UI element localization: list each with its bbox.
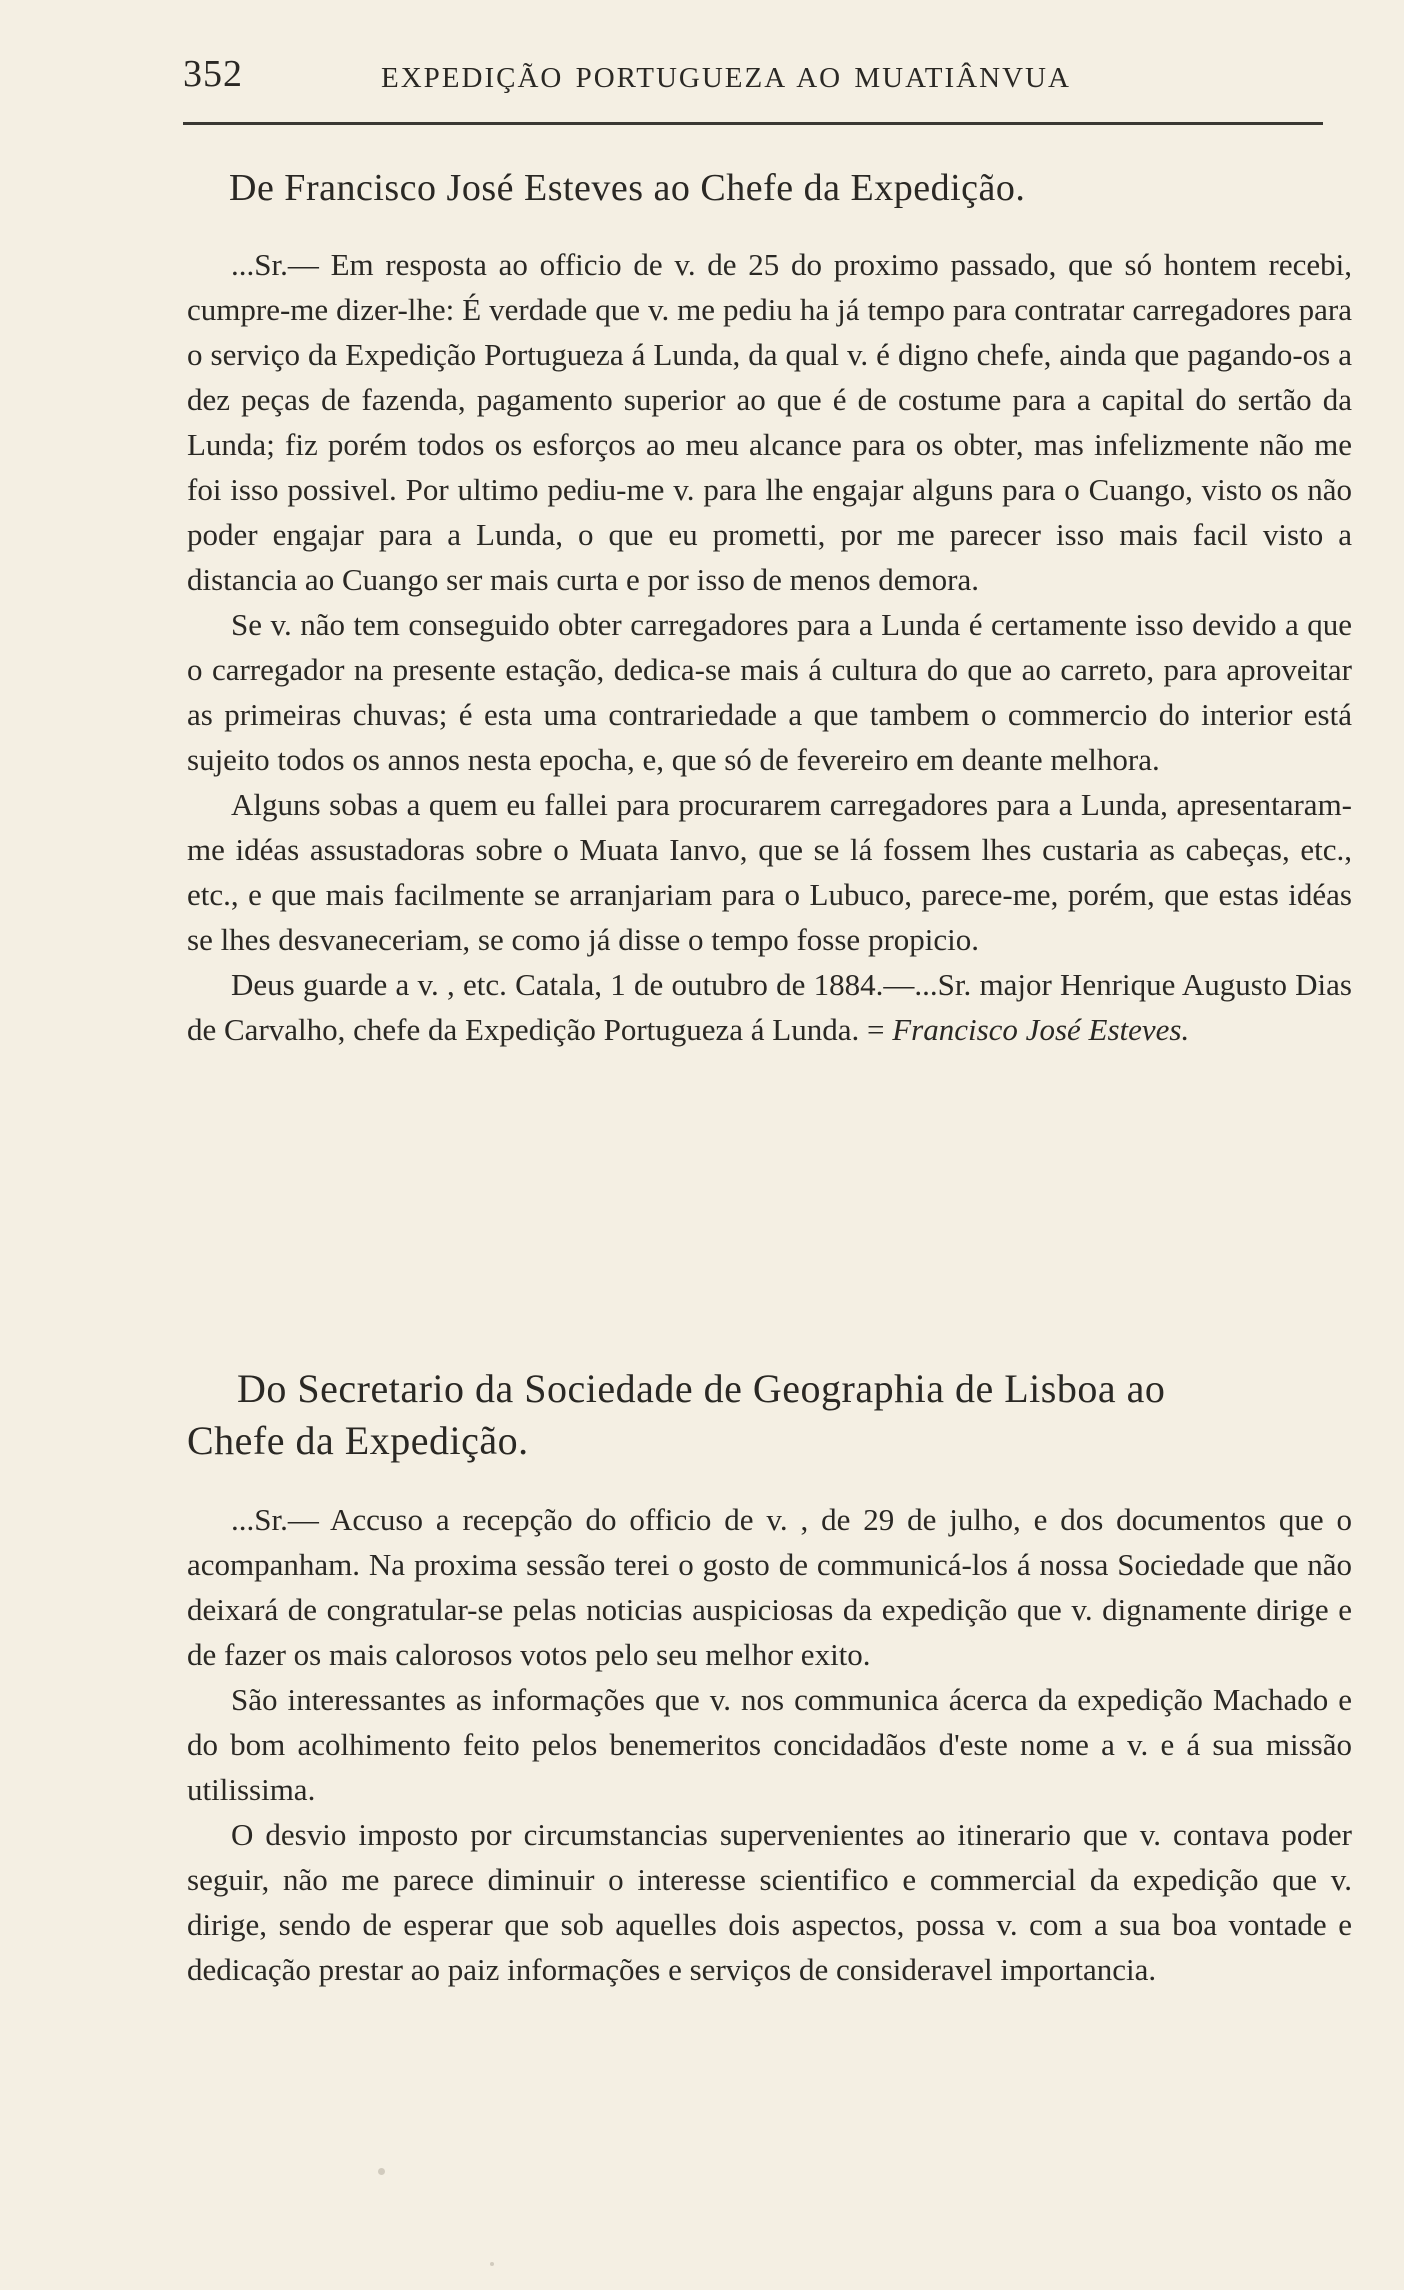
running-title: EXPEDIÇÃO PORTUGUEZA AO MUATIÂNVUA: [381, 62, 1071, 94]
letter-esteves: [187, 162, 1352, 1052]
letter-title-line-2: Chefe da Expedição.: [187, 1418, 529, 1463]
paper-speck: [490, 2262, 494, 2266]
paragraph: Se v. não tem conseguido obter carregadores para a Lunda é certamente isso devido a que o carregador na presente estação, dedica-se mais á cultura do que ao carreto, para aproveitar as primeiras chuvas; é esta uma contrariedade a que tambem o commercio do interior está sujeito todos os annos nesta epocha, e, que só de fevereiro em deante melhora.: [187, 607, 1352, 777]
paragraph: O desvio imposto por circumstancias supervenientes ao itinerario que v. contava poder seguir, não me parece diminuir o interesse scientifico e commercial da expedição que v. dirige, sendo de esperar que sob aquelles dois aspectos, possa v. com a sua boa vontade e dedicação prestar ao paiz informações e serviços de consideravel importancia.: [187, 1817, 1352, 1987]
running-head: [183, 52, 1323, 112]
letter-secretario: [187, 1363, 1352, 1992]
paragraph: São interessantes as informações que v. nos communica ácerca da expedição Machado e do bom acolhimento feito pelos benemeritos concidadãos d'este nome a v. e á sua missão utilissima.: [187, 1682, 1352, 1807]
page-number: 352: [183, 53, 243, 95]
paragraph: ...Sr.— Accuso a recepção do officio de v. , de 29 de julho, e dos documentos que o acompanham. Na proxima sessão terei o gosto de communicá-los á nossa Sociedade que não deixará de congratular-se pelas noticias auspiciosas da expedição que v. dignamente dirige e de fazer os mais calorosos votos pelo seu melhor exito.: [187, 1502, 1352, 1672]
header-rule: [183, 122, 1323, 125]
letter-title: De Francisco José Esteves ao Chefe da Expedição.: [229, 167, 1026, 209]
letter-title-line-1: Do Secretario da Sociedade de Geographia de Lisboa ao: [237, 1366, 1166, 1411]
paragraph: Alguns sobas a quem eu fallei para procurarem carregadores para a Lunda, apresentaram-me idéas assustadoras sobre o Muata Ianvo, que se lá fossem lhes custaria as cabeças, etc., etc., e que mais facilmente se arranjariam para o Lubuco, parece-me, porém, que estas idéas se lhes desvaneceriam, se como já disse o tempo fosse propicio.: [187, 787, 1352, 957]
paper-speck: [378, 2168, 385, 2175]
paragraph: ...Sr.— Em resposta ao officio de v. de 25 do proximo passado, que só hontem recebi, cumpre-me dizer-lhe: É verdade que v. me pediu ha já tempo para contratar carregadores para o serviço da Expedição Portugueza á Lunda, da qual v. é digno chefe, ainda que pagando-os a dez peças de fazenda, pagamento superior ao que é de costume para a capital do sertão da Lunda; fiz porém todos os esforços ao meu alcance para os obter, mas infelizmente não me foi isso possivel. Por ultimo pediu-me v. para lhe engajar alguns para o Cuango, visto os não poder engajar para a Lunda, o que eu prometti, por me parecer isso mais facil visto a distancia ao Cuango ser mais curta e por isso de menos demora.: [187, 247, 1352, 597]
closing-paragraph: [187, 962, 1352, 1052]
signature: Francisco José Esteves.: [892, 1012, 1190, 1047]
letter-title: [187, 1363, 1352, 1467]
closing-text: Deus guarde a v. , etc. Catala, 1 de outubro de 1884.—...Sr. major Henrique Augusto Dias de Carvalho, chefe da Expedição Portugueza á Lunda. =: [187, 967, 1352, 1047]
